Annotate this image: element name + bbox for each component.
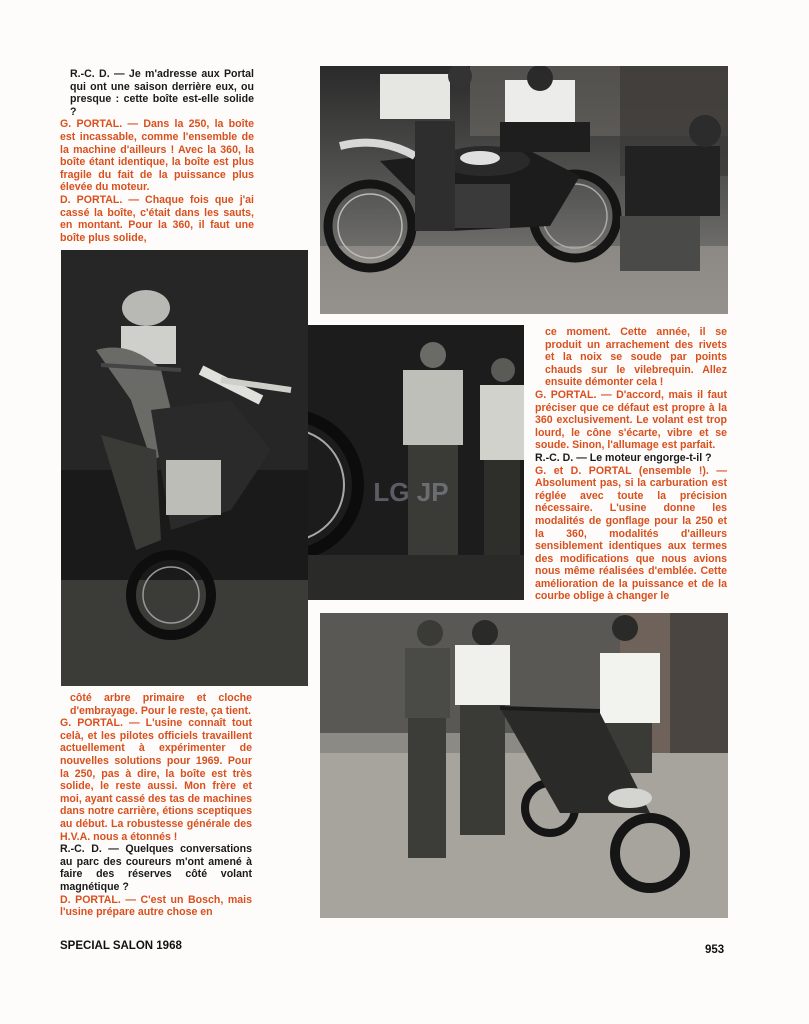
footer-page-number (705, 944, 724, 956)
speaker-label: G. PORTAL. (60, 118, 123, 131)
photo-group-with-motorcycle (320, 613, 728, 918)
paragraph-text: — D'accord, mais il faut préciser que ce défaut est propre à la 360 exclusivement. Le volant est trop lourd, le cône s'écarte, vibre et se soude. Sinon, l'allumage est parfait. (535, 388, 727, 452)
speaker-label: R.-C. D. (70, 68, 110, 80)
speaker-label: R.-C. D. (60, 843, 102, 856)
text-column-right-middle (535, 326, 727, 603)
paragraph-text: — Quelques conversations au parc des coureurs m'ont amené à faire des réserves côté volant magnétique ? (60, 843, 252, 893)
speaker-label: R.-C. D. (535, 451, 574, 464)
paragraph-text: — Dans la 250, la boîte est incassable, comme l'ensemble de la machine d'ailleurs ! Avec la 360, la boîte étant identique, la boîte est plus fragile du fait de la puissance plus élevée du moteur. (60, 118, 254, 194)
paragraph-text: côté arbre primaire et cloche d'embrayage. Pour le reste, ça tient. (70, 692, 252, 717)
footer-publication (60, 940, 182, 952)
paragraph (60, 68, 254, 118)
paragraph (535, 465, 727, 604)
text-column-bottom-left (60, 692, 252, 919)
paragraph-text: — Chaque fois que j'ai cassé la boîte, c'était dans les sauts, en montant. Pour la 360, il faut une boîte plus solide, (60, 193, 255, 244)
paragraph-text: ce moment. Cette année, il se produit un arrachement des rivets et la noix se soude par points chauds sur le vilebrequin. Allez ensuite démonter cela ! (545, 326, 727, 389)
paragraph (60, 194, 254, 244)
paragraph (60, 692, 252, 717)
photo-image (61, 250, 308, 686)
speaker-label: D. PORTAL. (60, 893, 121, 906)
page-number: 953 (705, 944, 725, 956)
paragraph (535, 389, 727, 452)
paragraph (60, 843, 252, 893)
paragraph (60, 717, 252, 843)
watermark-logo (366, 477, 456, 547)
speaker-label: G. et D. PORTAL (535, 464, 632, 477)
photo-image (320, 613, 728, 918)
text-column-top-left (60, 68, 254, 244)
paragraph (535, 452, 727, 465)
paragraph (60, 118, 254, 194)
photo-motorcycle-repair (320, 66, 728, 314)
photo-image (320, 66, 728, 314)
speaker-label: D. PORTAL. (60, 193, 123, 206)
speaker-label: G. PORTAL. (535, 388, 597, 401)
photo-portal-brothers (308, 325, 524, 600)
paragraph-text: — C'est un Bosch, mais l'usine prépare autre chose en (60, 893, 252, 919)
paragraph (60, 894, 252, 919)
footer-title: SPECIAL SALON 1968 (60, 940, 182, 952)
paragraph-text: — Je m'adresse aux Portal qui ont une saison derrière eux, ou presque : cette boîte est-elle solide ? (70, 68, 254, 118)
photo-motorcycle-jump (61, 250, 308, 686)
paragraph-text: — L'usine connaît tout celà, et les pilotes officiels travaillent actuellement à expérimenter de nouvelles solutions pour 1969. Pour la 250, pas à dire, la boîte est très solide, le reste aussi. Mon frère et moi, ayant cassé des tas de machines dans notre carrière, étions sceptiques au début. La robustesse générale des H.V.A. nous a étonnés ! (60, 717, 252, 843)
speaker-label: G. PORTAL. (60, 717, 123, 730)
paragraph-text: (ensemble !). — Absolument pas, si la carburation est réglée avec toute la précision nécessaire. L'usine donne les modalités de gonflage pour la 250 et la 360, modalités d'ailleurs sensiblement identiques aux termes des modifications que nous avions nous même réalisées d'emblée. Cette amélioration de la puissance et de la courbe oblige à changer le (535, 464, 727, 603)
paragraph (535, 326, 727, 389)
watermark-text: LG JP (373, 477, 449, 507)
photo-image (308, 325, 524, 600)
paragraph-text: — Le moteur engorge-t-il ? (573, 451, 712, 464)
